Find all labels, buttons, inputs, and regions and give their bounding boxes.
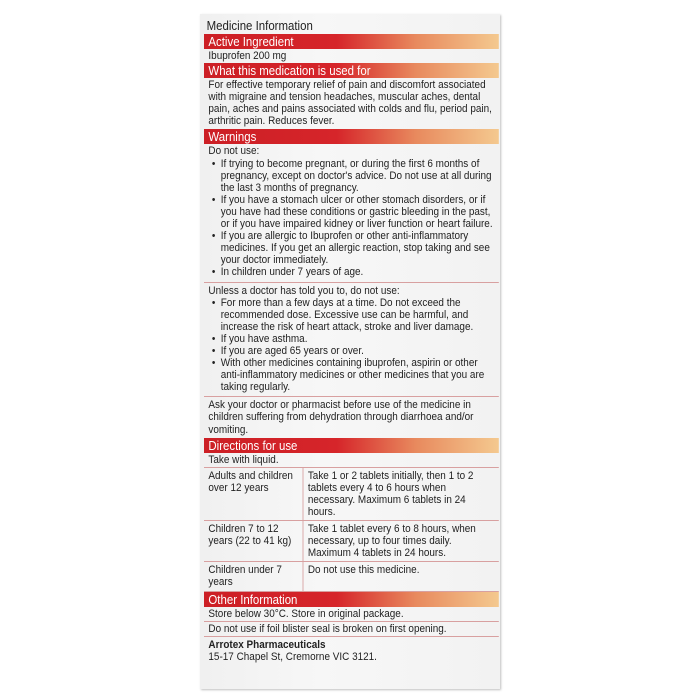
- dosage-instruction: Take 1 tablet every 6 to 8 hours, when necessary, up to four times daily. Maximum 4 tablets in 24 hours.: [303, 521, 499, 562]
- warnings-do-not-use-block: [204, 144, 499, 280]
- panel-title: Medicine Information: [206, 18, 313, 33]
- uses-text: For effective temporary relief of pain and discomfort associated with migraine and tension headaches, muscular aches, dental pain, aches and pains associated with colds and flu, period pain, arthritic pain. Reduces fever.: [208, 79, 492, 128]
- list-item: • If you are aged 65 years or over.: [221, 345, 495, 357]
- list-item: • If you have a stomach ulcer or other stomach disorders, or if you have had these conditions or gastric bleeding in the past, or if you have impaired kidney or liver function or heart failure.: [221, 194, 495, 230]
- uses-heading: What this medication is used for: [204, 63, 499, 78]
- directions-intro: Take with liquid.: [204, 453, 499, 468]
- dosage-instruction: Take 1 or 2 tablets initially, then 1 to 2 tablets every 4 to 6 hours when necessary. Maximum 6 tablets in 24 hours.: [303, 468, 499, 521]
- list-item: • If trying to become pregnant, or during the first 6 months of pregnancy, except on doctor's advice. Do not use at all during the last 3 months of pregnancy.: [221, 158, 495, 194]
- active-ingredient-heading: Active Ingredient: [204, 34, 499, 49]
- storage-text: Store below 30°C. Store in original package.: [204, 607, 499, 622]
- panel-content: [204, 18, 499, 665]
- list-item: • If you are allergic to Ibuprofen or other anti-inflammatory medicines. If you get an allergic reaction, stop taking and see your doctor immediately.: [221, 230, 495, 266]
- dosage-group: Children 7 to 12 years (22 to 41 kg): [204, 521, 303, 562]
- list-item: • If you have asthma.: [221, 333, 495, 345]
- medicine-info-panel: [200, 14, 500, 689]
- warnings-heading: Warnings: [204, 129, 499, 144]
- divider: [204, 396, 499, 397]
- list-item: • With other medicines containing ibuprofen, aspirin or other anti-inflammatory medicines or other medicines that you are taking regularly.: [221, 357, 495, 393]
- list-item: • For more than a few days at a time. Do not exceed the recommended dose. Excessive use can be harmful, and increase the risk of heart attack, stroke and liver damage.: [221, 297, 495, 333]
- unless-label: Unless a doctor has told you to, do not use:: [208, 284, 400, 297]
- foil-warning-text: Do not use if foil blister seal is broken on first opening.: [204, 622, 499, 637]
- dosage-group: Children under 7 years: [204, 562, 303, 591]
- warnings-unless-block: [204, 284, 499, 396]
- list-item: • In children under 7 years of age.: [221, 266, 495, 278]
- unless-list: [208, 297, 494, 394]
- do-not-use-list: [208, 158, 494, 279]
- directions-heading: Directions for use: [204, 438, 499, 453]
- divider: [204, 282, 499, 283]
- manufacturer-name: Arrotex Pharmaceuticals: [208, 638, 326, 651]
- dosage-table: [204, 468, 499, 592]
- other-info-heading: Other Information: [204, 592, 499, 607]
- manufacturer-block: [204, 637, 499, 665]
- dosage-instruction: Do not use this medicine.: [303, 562, 499, 591]
- ask-doctor-text: Ask your doctor or pharmacist before use of the medicine in children suffering from dehydration through diarrhoea and/or vomiting.: [208, 399, 474, 436]
- active-ingredient-value: Ibuprofen 200 mg: [208, 50, 287, 62]
- table-row: [204, 468, 499, 521]
- do-not-use-label: Do not use:: [208, 145, 260, 158]
- table-row: [204, 521, 499, 562]
- manufacturer-address: 15-17 Chapel St, Cremorne VIC 3121.: [208, 650, 377, 663]
- dosage-group: Adults and children over 12 years: [204, 468, 303, 521]
- table-row: [204, 562, 499, 591]
